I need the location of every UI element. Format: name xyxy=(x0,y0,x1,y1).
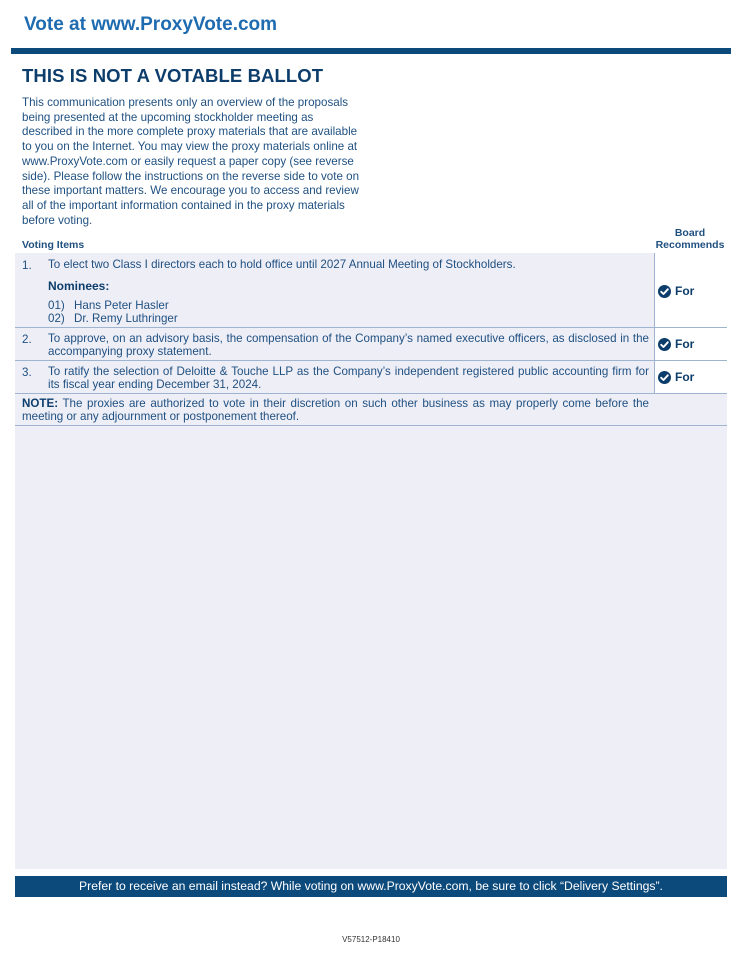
recommendation-label: For xyxy=(675,370,695,384)
voting-item-1 xyxy=(15,253,727,328)
recommendation-label: For xyxy=(675,337,695,351)
voting-item-2 xyxy=(15,328,727,361)
note-label: NOTE: xyxy=(22,397,59,410)
item-text: To ratify the selection of Deloitte & Touche LLP as the Company’s independent registered public accounting firm for its fiscal year ending December 31, 2024. xyxy=(48,365,649,391)
nominee-name: Hans Peter Hasler xyxy=(74,299,169,312)
nominees-label: Nominees: xyxy=(48,279,110,293)
item-text: To elect two Class I directors each to hold office until 2027 Annual Meeting of Stockholders. xyxy=(48,258,516,271)
recommendation xyxy=(658,370,694,384)
header-title: Vote at www.ProxyVote.com xyxy=(24,14,278,35)
recommendation xyxy=(658,284,694,298)
delivery-settings-banner: Prefer to receive an email instead? While voting on www.ProxyVote.com, be sure to click “Delivery Settings”. xyxy=(15,876,727,897)
document-code: V57512-P18410 xyxy=(342,935,400,944)
nominee-item xyxy=(48,312,178,325)
note-divider xyxy=(15,425,727,426)
voting-items-header: Voting Items xyxy=(22,239,85,251)
intro-paragraph: This communication presents only an overview of the proposals being presented at the upcoming stockholder meeting as described in the more complete proxy materials that are available to you on the Internet. You may view the proxy materials online at www.ProxyVote.com or easily request a paper copy (see reverse side). Please follow the instructions on the reverse side to vote on these important matters. We encourage you to access and review all of the important information contained in the proxy materials before voting. xyxy=(22,96,360,227)
note-text: The proxies are authorized to vote in their discretion on such other business as may properly come before the meeting or any adjournment or postponement thereof. xyxy=(22,397,649,423)
recommendation-label: For xyxy=(675,284,695,298)
item-number: 3. xyxy=(22,366,32,379)
voting-item-3 xyxy=(15,361,727,394)
nominee-name: Dr. Remy Luthringer xyxy=(74,312,178,325)
recommendation-cell xyxy=(654,361,727,393)
item-text: To approve, on an advisory basis, the compensation of the Company’s named executive officers, as disclosed in the accompanying proxy statement. xyxy=(48,332,649,358)
recommendation-cell xyxy=(654,328,727,360)
board-recommends-header xyxy=(653,228,727,251)
header-divider xyxy=(11,48,731,54)
item-number: 1. xyxy=(22,259,32,272)
recommendation-cell xyxy=(654,253,727,327)
check-circle-icon xyxy=(658,338,671,351)
nominee-item xyxy=(48,299,169,312)
note-paragraph xyxy=(22,398,649,423)
recommendation xyxy=(658,337,694,351)
nominee-number: 02) xyxy=(48,312,65,325)
item-number: 2. xyxy=(22,333,32,346)
page-title: THIS IS NOT A VOTABLE BALLOT xyxy=(22,65,324,86)
check-circle-icon xyxy=(658,371,671,384)
board-header-line1: Board xyxy=(674,227,706,239)
nominee-number: 01) xyxy=(48,299,65,312)
check-circle-icon xyxy=(658,285,671,298)
board-header-line2: Recommends xyxy=(655,238,725,251)
